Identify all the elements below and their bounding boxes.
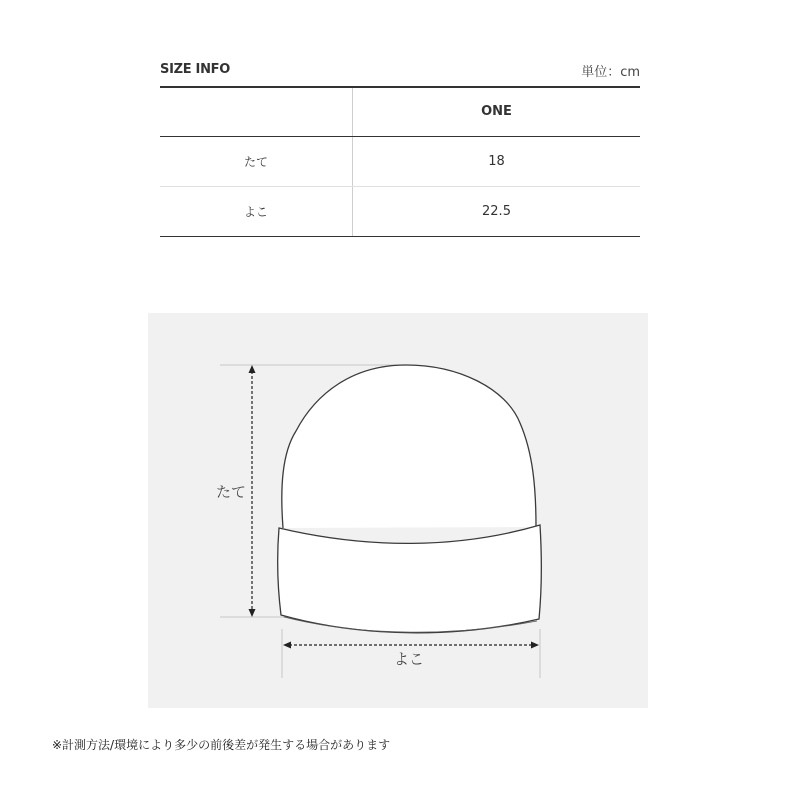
- height-arrow: [249, 365, 256, 617]
- width-arrow-left-head: [283, 642, 291, 649]
- table-header-row: [160, 87, 640, 136]
- height-label: たて: [216, 483, 247, 501]
- beanie-cuff: [278, 525, 542, 633]
- beanie-crown: [282, 365, 536, 528]
- width-label: よこ: [394, 650, 425, 668]
- height-arrow-bottom-head: [249, 609, 256, 617]
- measurement-note: ※計測方法/環境により多少の前後差が発生する場合があります: [52, 738, 391, 752]
- beanie-diagram: [148, 313, 648, 708]
- row-value-width: 22.5: [353, 186, 641, 236]
- size-table: [160, 86, 640, 237]
- size-info-title: SIZE INFO: [160, 62, 230, 77]
- row-label-width: よこ: [160, 186, 353, 236]
- row-label-height: たて: [160, 136, 353, 186]
- unit-label: 単位：cm: [581, 65, 640, 80]
- table-header-empty: [160, 87, 353, 136]
- size-info-header: [160, 60, 640, 82]
- table-row: [160, 136, 640, 186]
- row-value-height: 18: [353, 136, 641, 186]
- table-header-one: ONE: [353, 87, 641, 136]
- table-row: [160, 186, 640, 236]
- height-arrow-top-head: [249, 365, 256, 373]
- width-arrow-right-head: [531, 642, 539, 649]
